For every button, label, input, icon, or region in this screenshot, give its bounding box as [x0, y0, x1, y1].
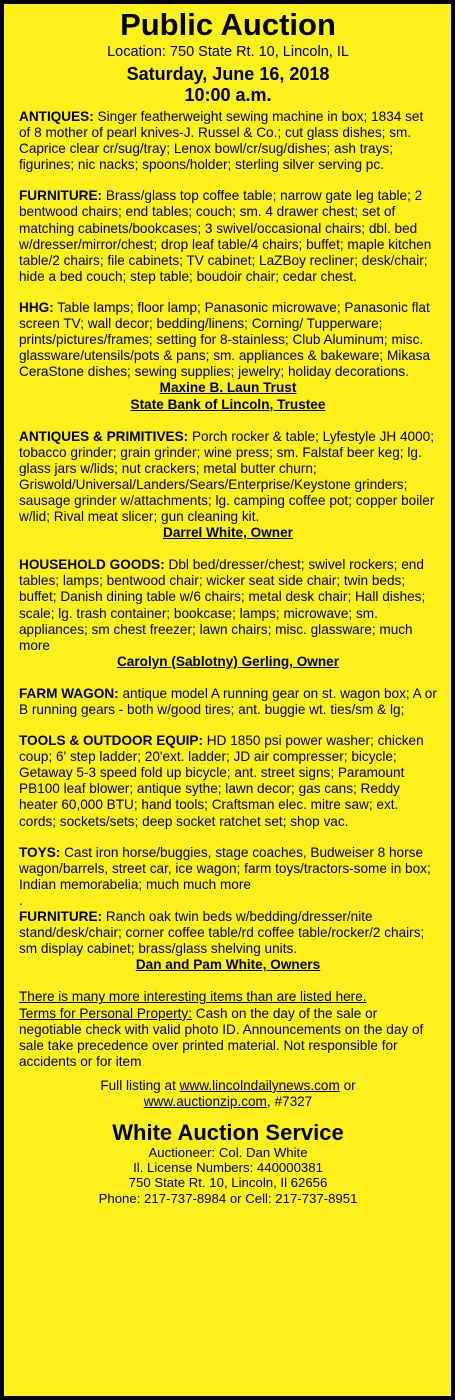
- auctioneer-name: Auctioneer: Col. Dan White: [148, 1145, 308, 1161]
- section-heading: FURNITURE:: [19, 909, 103, 925]
- section-household-goods: [19, 557, 437, 654]
- owner-line: Darrel White, Owner: [163, 525, 293, 541]
- owner-line: Maxine B. Laun Trust: [159, 380, 297, 396]
- terms-intro: There is many more interesting items than are listed here.: [19, 989, 367, 1005]
- section-farm-wagon: [19, 686, 437, 718]
- section-furniture-2: [19, 909, 437, 957]
- auction-date: Saturday, June 16, 2018: [126, 64, 330, 84]
- section-hhg: [19, 300, 437, 380]
- terms-block: [19, 989, 437, 1069]
- terms-label: Terms for Personal Property:: [19, 1005, 193, 1021]
- owner-darrel-white: [19, 525, 437, 541]
- section-heading: HOUSEHOLD GOODS:: [19, 557, 165, 573]
- listing-link-lincolndailynews[interactable]: www.lincolndailynews.com: [179, 1077, 340, 1093]
- section-text: Dbl bed/dresser/chest; swivel rockers; end tables; lamps; bentwood chair; wicker seat side chair; twin beds; buffet; Danish dining table w/6 chairs; metal desk chair; Hall dishes; scale; lg. trash container; bookcase; lamps; microwave; sm. appliances; sm chest freezer; lawn chairs; misc. glassware; much more: [19, 557, 426, 653]
- section-furniture: [19, 188, 437, 285]
- terms-text: Cash on the day of the sale or negotiable check with valid photo ID. Announcements on the day of sale take precedence over printed material. Not responsible for accidents or for item: [19, 1005, 424, 1069]
- section-text: HD 1850 psi power washer; chicken coup; 6' step ladder; 20'ext. ladder; JD air compresser; bicycle; Getaway 5-3 speed fold up bicycle; ant. street signs; Paramount PB100 leaf blower; antique sythe; lawn decor; gas cans; Reddy heater 60,000 BTU; hand tools; Craftsman elec. mitre saw; ext. cords; sockets/sets; deep socket ratchet set; shop vac.: [19, 733, 424, 829]
- section-text: Porch rocker & table; Lyfestyle JH 4000; tobacco grinder; grain grinder; wine press; sm. Falstaf beer keg; lg. glass jars w/lids; nut crackers; metal butter churn; Griswold/Universal/Landers/Sears/Enterprise/Keystone grinders; sausage grinder w/attachments; lg. camping coffee pot; copper boiler w/lid; Rival meat slicer; gun cleaning kit.: [19, 428, 435, 525]
- section-text: Cast iron horse/buggies, stage coaches, Budweiser 8 horse wagon/barrels, street car, ice wagon; farm toys/tractors-some in box; Indian memorabelia; much much more: [19, 844, 431, 892]
- owner-dan-pam-white: [19, 957, 437, 973]
- section-tools: [19, 733, 437, 830]
- section-heading: ANTIQUES:: [19, 109, 94, 124]
- auction-ad: [4, 4, 451, 1396]
- full-listing: [19, 1078, 437, 1110]
- company-name: White Auction Service: [112, 1120, 344, 1146]
- section-heading: HHG:: [19, 299, 54, 315]
- license-number: Il. License Numbers: 440000381: [133, 1160, 323, 1176]
- ad-title: Public Auction: [120, 7, 336, 42]
- owner-carolyn-gerling: [19, 654, 437, 670]
- section-toys: [19, 845, 437, 893]
- listing-prefix: Full listing at: [100, 1077, 180, 1093]
- company-address: 750 State Rt. 10, Lincoln, Il 62656: [128, 1175, 328, 1191]
- ad-location: Location: 750 State Rt. 10, Lincoln, IL: [107, 44, 349, 60]
- section-separator: .: [19, 892, 23, 908]
- section-heading: TOOLS & OUTDOOR EQUIP:: [19, 733, 204, 749]
- owner-laun-trust: [19, 380, 437, 412]
- listing-suffix: , #7327: [266, 1093, 313, 1109]
- owner-line: Dan and Pam White, Owners: [135, 957, 321, 973]
- section-antiques: [19, 109, 437, 173]
- section-text: Table lamps; floor lamp; Panasonic microwave; Panasonic flat screen TV; wall decor; bedding/linens; Corning/ Tupperware; prints/pictures/frames; setting for 8-stainless; Club Aluminum; misc. glassware/utensils/pots & pans; sm. appliances & bakeware; Mikasa CeraStone dishes; sewing supplies; jewelry; holiday decorations.: [19, 299, 431, 380]
- section-text: Brass/glass top coffee table; narrow gate leg table; 2 bentwood chairs; end tables; couch; sm. 4 drawer chest; set of matching cabinets/bookcases; 3 swivel/occasional chairs; dbl. bed w/dresser/mirror/chest; drop leaf table/4 chairs; buffet; maple kitchen table/2 chairs; file cabinets; TV cabinet; LaZBoy recliner; desk/chair; hide a bed couch; step table; boudoir chair; cedar chest.: [19, 188, 432, 284]
- section-heading: FURNITURE:: [19, 188, 103, 204]
- section-heading: TOYS:: [19, 844, 61, 860]
- phone-numbers: Phone: 217-737-8984 or Cell: 217-737-8951: [98, 1190, 358, 1206]
- section-text: antique model A running gear on st. wagon box; A or B running gears - both w/good tires; ant. buggie wt. ties/sm & lg;: [19, 685, 437, 717]
- section-antiques-primitives: [19, 429, 437, 526]
- auction-time: 10:00 a.m.: [184, 85, 272, 105]
- listing-or: or: [339, 1077, 356, 1093]
- section-heading: FARM WAGON:: [19, 685, 119, 701]
- section-text: Ranch oak twin beds w/bedding/dresser/nite stand/desk/chair; corner coffee table/rd coffee table/rocker/2 chairs; sm display cabinet; brass/glass shelving units.: [19, 909, 425, 957]
- listing-link-auctionzip[interactable]: www.auctionzip.com: [143, 1093, 267, 1109]
- section-heading: ANTIQUES & PRIMITIVES:: [19, 428, 189, 444]
- owner-line: Carolyn (Sablotny) Gerling, Owner: [116, 653, 340, 669]
- owner-line: State Bank of Lincoln, Trustee: [130, 396, 326, 412]
- section-text: Singer featherweight sewing machine in box; 1834 set of 8 mother of pearl knives-J. Russel & Co.; cut glass dishes; sm. Caprice clear cr/sug/tray; Lenox bowl/cr/sug/dishes; ash trays; figurines; nic nacks; spoons/holder; sterling silver serving pc.: [19, 109, 424, 173]
